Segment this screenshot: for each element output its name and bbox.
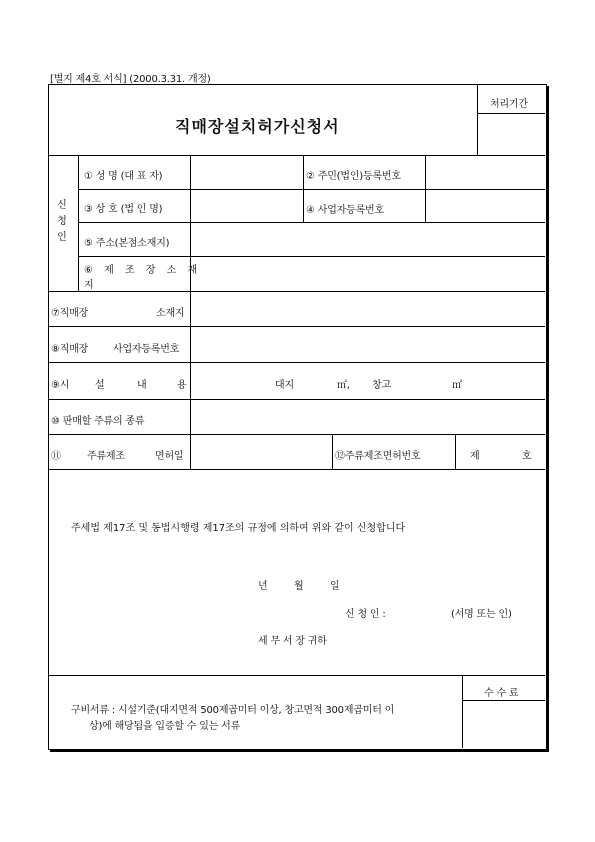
processing-period-label: 처리기간 [490, 99, 528, 110]
liquor-type-label: ⑩ 판매할 주류의 종류 [51, 416, 145, 427]
col-line [190, 155, 191, 469]
facility-warehouse-unit: ㎡ [452, 380, 462, 391]
fee-divider [462, 675, 463, 748]
fee-label: 수 수 료 [484, 688, 519, 699]
facility-label-a: ⑨시 [51, 380, 70, 391]
row-line [78, 222, 545, 223]
required-docs-line1: 구비서류 : 시설기준(대지면적 500제곱미터 이상, 창고면적 300제곱미터 이 [71, 705, 395, 716]
row-line [48, 399, 545, 400]
license-no-ho: 호 [522, 451, 532, 462]
required-docs-line2: 상)에 해당됨을 입증할 수 있는 서류 [89, 721, 241, 732]
facility-label-c: 내 [137, 380, 147, 391]
fee-hline [462, 700, 545, 701]
facility-warehouse-label: 창고 [372, 380, 391, 391]
name-label: ① 성 명 (대 표 자) [84, 171, 163, 182]
col-line [455, 434, 456, 469]
store-reg-label-b: 사업자등록번호 [113, 344, 180, 355]
col-line [425, 155, 426, 222]
date-month: 월 [294, 581, 304, 592]
row-line [78, 256, 545, 257]
applicant-label [56, 198, 68, 246]
statement-text: 주세법 제17조 및 동법시행령 제17조의 규정에 의하여 위와 같이 신청합니다 [71, 523, 406, 534]
processing-hline [477, 113, 545, 114]
date-day: 일 [330, 581, 340, 592]
applicant-sign-note: (서명 또는 인) [451, 609, 512, 620]
applicant-char: 신 [57, 200, 67, 211]
applicant-char: 청 [57, 216, 67, 227]
addressee: 세 무 서 장 귀하 [258, 636, 327, 647]
row-line [48, 291, 545, 292]
license-label-c: 면허일 [155, 451, 184, 462]
license-label-b: 주류제조 [87, 451, 125, 462]
col-line [78, 155, 79, 291]
row-line [48, 675, 545, 676]
factory-location-label: ⑥ 제 조 장 소 재 [84, 265, 202, 276]
applicant-char: 인 [57, 232, 67, 243]
license-no-label: ⑫주류제조면허번호 [335, 451, 421, 462]
resident-no-label: ② 주민(법인)등록번호 [306, 171, 401, 182]
business-reg-label: ④ 사업자등록번호 [306, 205, 384, 216]
row-line [48, 469, 545, 470]
store-location-label: ⑦직매장 [51, 308, 89, 319]
facility-label-d: 용 [177, 380, 187, 391]
facility-site-unit: ㎡, [337, 380, 350, 391]
row-line [48, 362, 545, 363]
facility-label-b: 설 [95, 380, 105, 391]
date-year: 년 [258, 581, 268, 592]
store-location-label-b: 소재지 [156, 308, 185, 319]
store-reg-label: ⑧직매장 [51, 344, 89, 355]
license-label-a: ⑪ [51, 451, 61, 462]
col-line [303, 155, 304, 222]
processing-divider [477, 84, 478, 155]
factory-location-label-2: 지 [84, 280, 94, 291]
form-title: 직매장설치허가신청서 [175, 117, 340, 136]
address-label: ⑤ 주소(본점소재지) [84, 238, 170, 249]
row-line [48, 155, 545, 156]
applicant-sign-label: 신 청 인 : [345, 609, 386, 620]
license-no-je: 제 [470, 451, 480, 462]
row-line [48, 326, 545, 327]
trade-name-label: ③ 상 호 (법 인 명) [84, 204, 163, 215]
col-line [332, 434, 333, 469]
facility-site-label: 대지 [275, 380, 294, 391]
frame-shadow-right [546, 86, 549, 751]
frame-shadow-bottom [50, 749, 549, 752]
row-line [78, 189, 545, 190]
form-header: [별지 제4호 서식] (2000.3.31. 개정) [50, 74, 211, 85]
row-line [48, 434, 545, 435]
